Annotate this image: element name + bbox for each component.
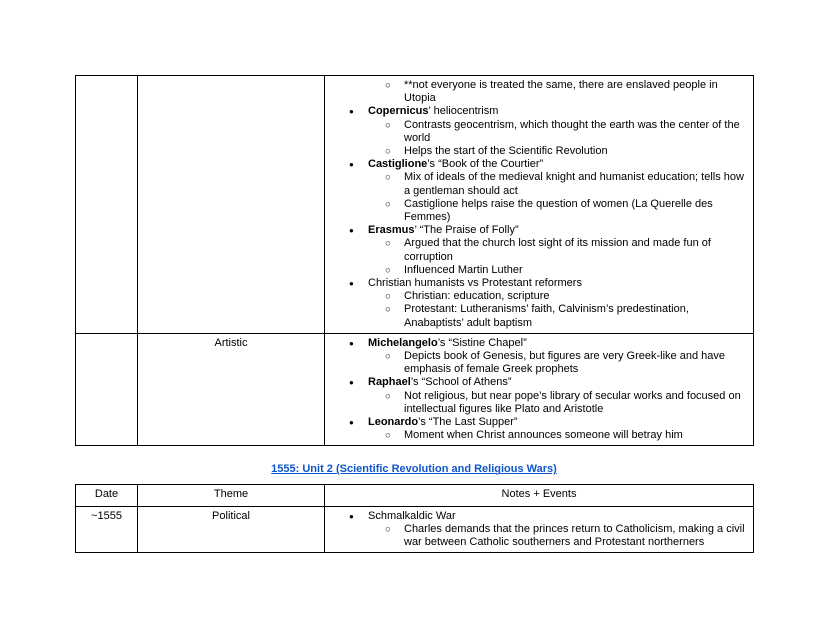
note-text: Michelangelo’s “Sistine Chapel” xyxy=(368,336,527,349)
unit2-notes-table xyxy=(75,484,754,554)
open-bullet-icon: ○ xyxy=(385,119,391,131)
unit1-notes-table xyxy=(75,75,754,446)
filled-bullet-icon: ● xyxy=(349,378,354,388)
note-subitem xyxy=(385,171,748,197)
unit2-heading-link[interactable]: 1555: Unit 2 (Scientific Revolution and Religious Wars) xyxy=(271,463,557,476)
note-subitem xyxy=(385,79,748,105)
table-header-row xyxy=(76,484,754,506)
note-text: Depicts book of Genesis, but figures are very Greek-like and have emphasis of female Greek prophets xyxy=(404,350,725,376)
open-bullet-icon: ○ xyxy=(385,238,391,250)
note-item xyxy=(349,158,748,171)
note-text: Christian: education, scripture xyxy=(404,290,550,303)
open-bullet-icon: ○ xyxy=(385,430,391,442)
note-text: Leonardo’s “The Last Supper” xyxy=(368,416,518,429)
note-item xyxy=(349,105,748,118)
note-text: Protestant: Lutheranisms’ faith, Calvinism’s predestination, Anabaptists’ adult baptism xyxy=(404,303,689,329)
notes-cell xyxy=(325,506,754,553)
note-item xyxy=(349,510,748,523)
date-cell xyxy=(76,333,138,446)
theme-cell: Artistic xyxy=(138,333,325,446)
date-cell xyxy=(76,76,138,334)
open-bullet-icon: ○ xyxy=(385,80,391,91)
header-notes-events: Notes + Events xyxy=(325,484,754,506)
note-text: Castiglione helps raise the question of women (La Querelle des Femmes) xyxy=(404,197,713,224)
note-subitem xyxy=(385,290,748,303)
note-text: Castiglione’s “Book of the Courtier” xyxy=(368,158,544,171)
note-subitem xyxy=(385,119,748,145)
filled-bullet-icon: ● xyxy=(349,338,354,348)
note-text: Charles demands that the princes return to Catholicism, making a civil war between Catholic southerners and Protestant northerners xyxy=(404,522,745,549)
notes-cell xyxy=(325,76,754,334)
filled-bullet-icon: ● xyxy=(349,511,354,521)
note-text: Not religious, but near pope’s library of secular works and focused on intellectual figures like Plato and Aristotle xyxy=(404,389,741,415)
note-item xyxy=(349,337,748,350)
notes-list xyxy=(330,510,748,550)
note-subitem xyxy=(385,264,748,277)
open-bullet-icon: ○ xyxy=(385,172,391,184)
note-text: Mix of ideals of the medieval knight and humanist education; tells how a gentleman should act xyxy=(404,171,744,197)
note-subitem xyxy=(385,303,748,329)
date-cell: ~1555 xyxy=(76,506,138,553)
note-item xyxy=(349,376,748,389)
note-text: Copernicus’ heliocentrism xyxy=(368,105,499,118)
open-bullet-icon: ○ xyxy=(385,523,391,535)
note-text: Erasmus’ “The Praise of Folly” xyxy=(368,224,519,237)
open-bullet-icon: ○ xyxy=(385,351,391,363)
note-subitem xyxy=(385,350,748,376)
open-bullet-icon: ○ xyxy=(385,304,391,316)
notes-cell xyxy=(325,333,754,446)
filled-bullet-icon: ● xyxy=(349,279,354,289)
filled-bullet-icon: ● xyxy=(349,160,354,170)
notes-list xyxy=(330,79,748,330)
note-subitem xyxy=(385,237,748,263)
open-bullet-icon: ○ xyxy=(385,390,391,402)
theme-cell xyxy=(138,76,325,334)
header-theme: Theme xyxy=(138,484,325,506)
note-item xyxy=(349,416,748,429)
note-text: Contrasts geocentrism, which thought the earth was the center of the world xyxy=(404,118,740,144)
table-row xyxy=(76,333,754,446)
open-bullet-icon: ○ xyxy=(385,198,391,210)
table-row xyxy=(76,76,754,334)
open-bullet-icon: ○ xyxy=(385,291,391,303)
note-text: Christian humanists vs Protestant reformers xyxy=(368,277,582,290)
open-bullet-icon: ○ xyxy=(385,146,391,158)
notes-list xyxy=(330,337,748,443)
open-bullet-icon: ○ xyxy=(385,264,391,276)
note-text: Helps the start of the Scientific Revolution xyxy=(404,145,608,158)
filled-bullet-icon: ● xyxy=(349,418,354,428)
note-subitem xyxy=(385,198,748,224)
note-subitem xyxy=(385,390,748,416)
filled-bullet-icon: ● xyxy=(349,226,354,236)
table-row xyxy=(76,506,754,553)
note-text: Influenced Martin Luther xyxy=(404,263,523,276)
header-date: Date xyxy=(76,484,138,506)
note-text: **not everyone is treated the same, there are enslaved people in Utopia xyxy=(404,79,718,105)
theme-cell: Political xyxy=(138,506,325,553)
filled-bullet-icon: ● xyxy=(349,107,354,117)
note-subitem xyxy=(385,145,748,158)
note-subitem xyxy=(385,429,748,442)
note-text: Raphael’s “School of Athens” xyxy=(368,376,512,389)
note-item xyxy=(349,224,748,237)
note-item xyxy=(349,277,748,290)
note-subitem xyxy=(385,523,748,549)
note-text: Moment when Christ announces someone will betray him xyxy=(404,429,683,442)
note-text: Argued that the church lost sight of its mission and made fun of corruption xyxy=(404,237,711,263)
note-text: Schmalkaldic War xyxy=(368,509,456,522)
